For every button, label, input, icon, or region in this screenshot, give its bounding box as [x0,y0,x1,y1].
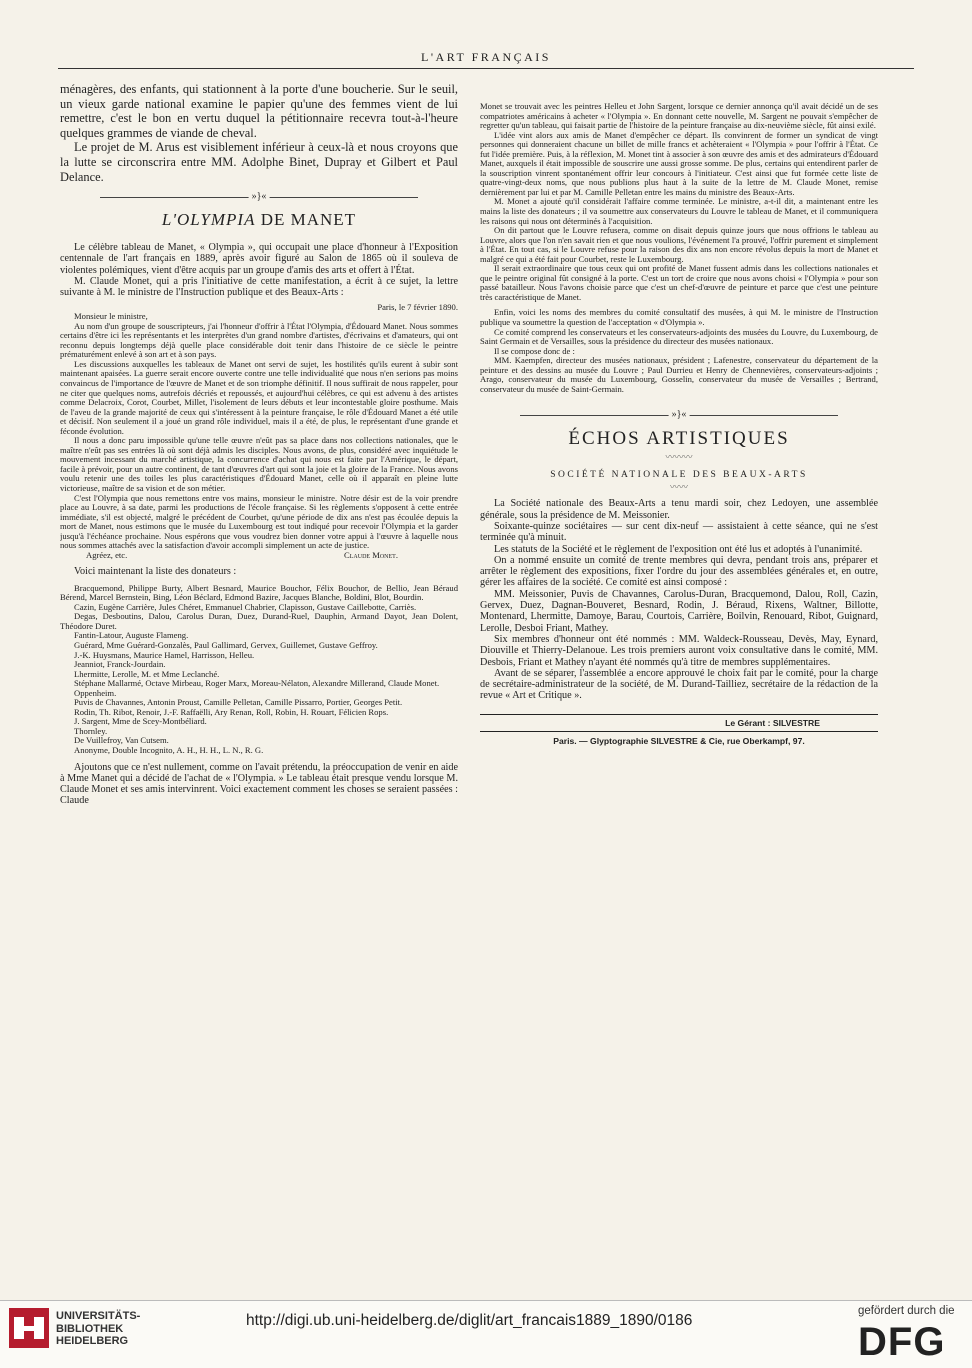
letter-paragraph: Les discussions auxquelles les tableaux de Manet ont servi de sujet, les hostilités qu'ils eurent à subir sont maintenant apaisées. La guerre serait encore ouverte contre une telle individualité que nous n'en serions pas moins convaincus de l'importance de l'œuvre de Manet et de son triomphe définitif. Il nous suffirait de nous rappeler, pour ne citer que quelques noms, autrefois décriés et repoussés, et aujourd'hui célèbres, ce qui est advenu à des artistes comme Delacroix, Corot, Courbet, Millet, l'isolement de leurs débuts et leur incontestable gloire posthume. Mais de l'aveu de la grande majorité de ceux qui s'intéressent à la peinture française, le rôle d'Édouard Manet a été utile et décisif. Non seulement il a joué un grand rôle individuel, mais il a été, de plus, le représentant d'une grande et féconde évolution. [60,358,458,436]
letter-paragraph: C'est l'Olympia que nous remettons entre vos mains, monsieur le ministre. Notre désir est de la voir prendre place au Louvre, à sa date, parmi les productions de l'école française. Si les règlements s'opposent à cette entrée immédiate, s'il est objecté, malgré le précédent de Courbet, qu'une période de dix ans n'est pas écoulée depuis la mort de Manet, nous estimons que le musée du Luxembourg est tout indiqué pour recevoir l'Olympia et la garder jusqu'à l'échéance prochaine. Nous espérons que vous voudrez bien donner votre appui à l'œuvre à laquelle nous nous sommes attachés avec la satisfaction d'avoir accompli simplement un acte de justice. [60,492,458,551]
society-heading: SOCIÉTÉ NATIONALE DES BEAUX-ARTS [550,470,808,481]
donor-entry: Stéphane Mallarmé, Octave Mirbeau, Roger Marx, Moreau-Nélaton, Alexandre Millerand, Claude Monet. [74,678,440,689]
society-paragraph: Six membres d'honneur ont été nommés : MM. Waldeck-Rousseau, Devès, May, Eynard, Diouville et Thierry-Delanoue. Les trois premiers auront voix consultative dans le comité, MM. Desbois, Friant et Mathey n'ayant été nommés qu'à titre de membres supplémentaires. [480,633,878,668]
letter-closing: Agréez, etc. [86,549,128,560]
source-url-link[interactable]: http://digi.ub.uni-heidelberg.de/diglit/art_francais1889_1890/0186 [246,1312,693,1329]
library-name-line: BIBLIOTHEK [56,1322,124,1335]
donor-entry: De Vuillefroy, Van Cutsem. [74,735,169,746]
society-paragraph: La Société nationale des Beaux-Arts a tenu mardi soir, chez Ledoyen, une assemblée générale, sous la présidence de M. Meissonier. [480,498,878,521]
ornament-squiggle: 〰〰 [669,482,688,493]
imprint-rule [480,731,878,732]
donor-entry: Bracquemond, Philippe Burty, Albert Besnard, Maurice Bouchor, Félix Bouchor, de Bellio, Jean Béraud Bérend, Marcel Bernstein, Bing, Léon Béclard, Edmond Bazire, Jacques Blanche, Boldini, Blot, Bourdin. [60,582,458,603]
donor-entry: Thornley. [74,725,108,736]
divider-ornament-icon: »}« [249,190,270,204]
ornament-squiggle: 〰〰〰 [665,452,693,463]
heidelberg-library-logo-icon [8,1307,50,1349]
library-name-line: HEIDELBERG [56,1335,129,1347]
printer-line: Paris. — Glyptographie SILVESTRE & Cie, rue Oberkampf, 97. [553,735,805,746]
dfg-logo: DFG [858,1320,946,1364]
donor-entry: Degas, Desboutins, Dalou, Carolus Duran, Duez, Durand-Ruel, Dauphin, Armand Dayot, Jean Dolent, Théodore Duret. [60,611,458,631]
closing-paragraph: Ajoutons que ce n'est nullement, comme on l'avait prétendu, la préoccupation de venir en aide à Mme Manet qui a décidé de l'achat de « l'Olympia. » Le tableau était presque vendu lorsque M. Claude Monet et ses amis intervinrent. Voici exactement comment les choses se seraient passées : Claude [60,761,458,807]
right-column [480,102,878,1232]
library-name [56,1310,140,1348]
article-title-rest: DE MANET [260,210,357,230]
funded-by-label: gefördert durch die [858,1305,955,1317]
article-paragraph: Le célèbre tableau de Manet, « Olympia », qui occupait une place d'honneur à l'Exposition centennale de l'art français en 1889, après avoir figuré au Salon de 1865 où il souleva de violentes polémiques, vient d'être acquis par un groupe d'amis des arts et offert à l'État. [60,242,458,276]
letter-date: Paris, le 7 février 1890. [377,301,458,312]
section-divider [60,190,458,204]
letter-paragraph: Au nom d'un groupe de souscripteurs, j'ai l'honneur d'offrir à l'État l'Olympia, d'Édouard Manet. Nous sommes certains d'être ici les représentants et les interprètes d'un grand nombre d'artistes, d'écrivains et d'amateurs, qui ont reconnu depuis longtemps déjà quelle place considérable doit tenir dans l'histoire de ce siècle le peintre prématurément enlevé à son art et à son pays. [60,320,458,360]
article-paragraph: M. Claude Monet, qui a pris l'initiative de cette manifestation, a écrit à ce sujet, la lettre suivante à M. le ministre de l'Instruction publique et des Beaux-Arts : [60,276,458,299]
library-name-line: UNIVERSITÄTS- [56,1310,141,1322]
article-title-italic: L'OLYMPIA [161,210,256,230]
donor-entry: J.-K. Huysmans, Maurice Hamel, Harrisson, Helleu. [74,649,255,660]
article-paragraph: Ce comité comprend les conservateurs et les conservateurs-adjoints des musées du Louvre, du Luxembourg, de Saint Germain et de Versailles, sous la présidence du directeur des musées nationaux. [480,326,878,347]
donor-entry: Rodin, Th. Ribot, Renoir, J.-F. Raffaëlli, Ary Renan, Roll, Robin, H. Rouart, Félicien Rops. [74,706,389,717]
article-paragraph: Il serait extraordinaire que tous ceux qui ont profité de Manet fussent admis dans les collections nationales et que le peintre original fût consigné à la porte. C'est un tort de croire que nous avons choisi « l'Olympia » pour son passé batailleur. Nous l'avons choisie parce que c'est un chef-d'œuvre de peinture et parce que c'est une peinture très caractéristique de Manet. [480,263,878,302]
donor-list [60,584,458,756]
footer-divider [0,1300,972,1301]
article-paragraph: L'idée vint alors aux amis de Manet d'empêcher ce départ. Ils convinrent de former un syndicat de vingt personnes qui donneraient chacune un billet de mille francs et achèteraient « l'Olympia » pour l'offrir à l'État. Ce fut l'idée première. Puis, à la réflexion, M. Monet tint à associer à son œuvre des amis et des admirateurs d'Édouard Manet, auxquels il était impossible de souscrire une aussi grosse somme. De plus, certains qui entendirent parler de la souscription vinrent spontanément offrir leur concours à l'initiateur. C'est ainsi que fut formée cette liste de quatre-vingt-deux noms, que nous publions plus haut à la suite de la lettre de M. Claude Monet, remise dernièrement par lui et par M. Camille Pelletan entre les mains du ministre des Beaux-Arts. [480,129,878,197]
intro-paragraph: ménagères, des enfants, qui stationnent à la porte d'une boucherie. Sur le seuil, un vieux garde national examine le papier qu'une des femmes vient de lui remettre, c'est le bon en vertu duquel la pétitionnaire recevra tout-à-l'heure quelques grammes de viande de cheval. [60,82,458,140]
donor-entry: Guérard, Mme Guérard-Gonzalès, Paul Gallimard, Gervex, Guillemet, Gustave Geffroy. [74,639,378,650]
article-paragraph: M. Monet a ajouté qu'il considérait l'affaire comme terminée. Le ministre, a-t-il dit, a maintenant entre les mains la liste des donateurs ; il va soumettre aux conservateurs du Louvre le tableau de Manet, et il communiquera les raisons qui nous ont déterminés à l'acquisition. [480,196,878,226]
donors-intro: Voici maintenant la liste des donateurs : [74,566,237,578]
gerant-line: Le Gérant : SILVESTRE [725,717,820,728]
header-rule [58,68,914,69]
society-paragraph: MM. Meissonier, Puvis de Chavannes, Carolus-Duran, Bracquemond, Dalou, Roll, Cazin, Gervex, Duez, Dagnan-Bouveret, Besnard, Rodin, J. Béraud, Rixens, Waltner, Billotte, Montenard, Lhermitte, Damoye, Barau, Courtois, Carrière, Boilvin, Renouard, Ribot, Guignard, Lerolle, Desboi Friant, Mathey. [480,588,878,634]
imprint-rule [480,714,878,715]
letter-signature: Claude Monet. [344,549,398,560]
left-column [60,82,458,1234]
donor-entry: Lhermitte, Lerolle, M. et Mme Leclanché. [74,668,220,679]
article-continuation: Monet se trouvait avec les peintres Helleu et John Sargent, lorsque ce dernier annonça qu'il avait décidé un de ses compatriotes américains à acheter « l'Olympia ». En donnant cette nouvelle, M. Sargent ne pouvait s'empêcher de regretter qu'un tableau, qui faisait partie de l'histoire de la peinture française au dix-neuvième siècle, fût ainsi exilé. [480,102,878,131]
society-paragraph: Avant de se séparer, l'assemblée a encore approuvé le choix fait par le comité, pour la charge de secrétaire-administrateur de la société, de M. Durand-Tailliez, secrétaire de la rédaction de la revue « Art et Critique ». [480,667,878,702]
donor-entry: J. Sargent, Mme de Scey-Montbéliard. [74,716,207,727]
society-paragraph: Les statuts de la Société et le règlement de l'exposition ont été lus et adoptés à l'unanimité. [494,543,863,555]
society-paragraph: On a nommé ensuite un comité de trente membres qui devra, pendant trois ans, préparer et arrêter le règlement des expositions, fixer l'ordre du jour des assemblées générales et, en outre, gérer les affaires de la société. Ce comité est ainsi composé : [480,554,878,589]
society-paragraph: Soixante-quinze sociétaires — sur cent dix-neuf — assistaient à cette séance, qui ne s'est terminée qu'à minuit. [480,521,878,544]
article-paragraph: Enfin, voici les noms des membres du comité consultatif des musées, à qui M. le ministre de l'Instruction publique va soumettre la question de l'acceptation « d'Olympia ». [480,307,878,328]
article-title [60,210,458,230]
intro-paragraph: Le projet de M. Arus est visiblement inférieur à ceux-là et nous croyons que la lutte se circonscrira entre MM. Adolphe Binet, Dupray et Gilbert et Paul Delance. [60,140,458,184]
letter-salutation: Monsieur le ministre, [74,311,148,322]
donor-entry: Oppenheim. [74,687,117,698]
donor-entry: Anonyme, Double Incognito, A. H., H. H., L. N., R. G. [74,745,264,755]
echos-title: ÉCHOS ARTISTIQUES [568,428,790,450]
running-title: L'ART FRANÇAIS [421,50,551,64]
donor-entry: Cazin, Eugène Carrière, Jules Chéret, Emmanuel Chabrier, Clapisson, Gustave Caillebotte, Carriès. [74,601,417,612]
letter-paragraph: Il nous a donc paru impossible qu'une telle œuvre n'eût pas sa place dans nos collections nationales, que le maître n'eût pas ses entrées là où sont déjà admis les disciples. Nous avons, de plus, considéré avec inquiétude le mouvement incessant du marché artistique, la concurrence d'achat qui nous est faite par l'Amérique, le départ, facile à prévoir, pour un autre continent, de tant d'œuvres d'art qui sont la joie et la gloire de la France. Nous avons voulu retenir une des toiles les plus caractéristiques d'Édouard Manet, celle où il apparaît en pleine lutte victorieuse, maître de sa vision et de son métier. [60,435,458,494]
section-divider [480,408,878,422]
article-paragraph: MM. Kaempfen, directeur des musées nationaux, président ; Lafenestre, conservateur du département de la peinture et des dessins au musée du Louvre ; Paul Durrieu et Henry de Chennevières, conservateurs-adjoints ; Arago, conservateur du musée du Luxembourg, Gosselin, conservateur du musée de Versailles ; Bertrand, conservateur du musée de Saint-Germain. [480,355,878,394]
article-paragraph: On dit partout que le Louvre refusera, comme on disait depuis quinze jours que nous offrions le tableau au Louvre, alors que l'on n'en savait rien et que nous voulions, l'événement l'a prouvé, l'offrir purement et simplement à l'État. En tout cas, si le Louvre refuse pour la raison des dix ans non encore révolus depuis la mort de Manet et malgré ce qui a été fait pour Courbet, reste le Luxembourg. [480,225,878,264]
donor-entry: Puvis de Chavannes, Antonin Proust, Camille Pelletan, Camille Pissarro, Portier, Georges Petit. [74,697,403,708]
donor-entry: Fantin-Latour, Auguste Flameng. [74,630,189,641]
article-paragraph: Il se compose donc de : [494,345,575,356]
divider-ornament-icon: »}« [669,408,690,422]
donor-entry: Jeanniot, Franck-Jourdain. [74,659,166,670]
